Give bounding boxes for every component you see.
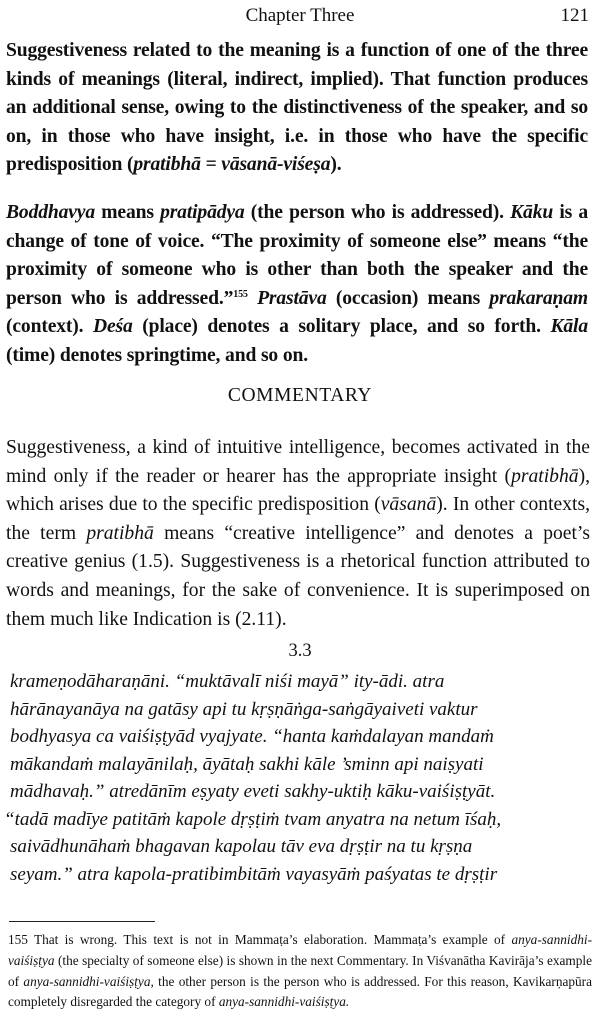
translation-paragraph-1	[6, 37, 588, 180]
text-run: ). In other contexts, the term	[6, 494, 590, 544]
footnote-155	[8, 930, 592, 1013]
running-head	[0, 2, 600, 32]
sanskrit-term: pratibhā	[511, 465, 579, 487]
translation-paragraph-2	[6, 199, 588, 370]
text-run: (time) denotes springtime, and so on.	[6, 344, 308, 366]
text-run: ).	[330, 154, 342, 175]
sanskrit-term: pratibhā = vāsanā-viśeṣa	[133, 154, 331, 175]
verse-line: hārānayanāya na gatāsy api tu kṛṣṇāṅga-saṅgāyaiveti vaktur	[10, 698, 478, 720]
text-run	[248, 288, 257, 309]
text-run: (occasion) means	[326, 287, 490, 309]
verse-line: “tadā madīye patitāṁ kapole dṛṣṭiṁ tvam anyatra na netum īśaḥ,	[4, 808, 502, 830]
sanskrit-term: pratibhā	[86, 522, 154, 544]
footnote-number: 155	[8, 932, 28, 947]
text-run: (the person who is addressed).	[244, 202, 511, 223]
text-run: means	[95, 202, 161, 223]
text-run: That is wrong. This text is not in Mammaṭa’s elaboration. Mammaṭa’s example of	[33, 932, 512, 947]
text-run: the other person is the person who is addressed. For this reason, Kavikarṇapūra completely disregarded the category of	[8, 973, 592, 1010]
sanskrit-term: anya-sannidhi-vaiśiṣṭya	[8, 932, 592, 968]
verse-line: krameṇodāharaṇāni. “muktāvalī niśi mayā” ity-ādi. atra	[10, 671, 445, 692]
text-run: (place) denotes a solitary place, and so forth.	[132, 316, 551, 337]
text-run: is a change of tone of voice. “The proximity of someone else” means “the proximity of someone who is other than both the speaker and the person who is addressed.”	[6, 202, 588, 309]
text-run: means “creative intelligence” and denotes a poet’s creative genius (1.5). Suggestiveness is a rhetorical function attributed to words and meanings, for the sake of convenience. It is superimposed on them much like Indication is (2.11).	[6, 522, 590, 630]
text-run: Suggestiveness, a kind of intuitive intelligence, becomes activated in the mind only if the reader or hearer has the appropriate insight (	[6, 437, 590, 487]
footnote-reference[interactable]: 155	[233, 288, 248, 300]
sanskrit-term: anya-sannidhi-vaiśiṣṭya.	[218, 994, 350, 1010]
verse-line: mādhavaḥ.” atredānīm eṣyaty eveti sakhy-uktiḥ kāku-vaiśiṣṭyāt.	[10, 781, 496, 802]
sanskrit-term: vāsanā	[380, 494, 437, 516]
sanskrit-term: Deśa	[92, 316, 133, 337]
sanskrit-term: prakaraṇam	[489, 287, 589, 309]
sanskrit-term: pratipādya	[160, 202, 245, 223]
text-run: Suggestiveness related to the meaning is a function of one of the three kinds of meanings (literal, indirect, implied). That function produces an additional sense, owing to the distinctiveness of the speaker, and so on, in those who have insight, i.e. in those who have the specific predisposition (	[6, 40, 588, 175]
sanskrit-term: Kāla	[550, 316, 588, 337]
text-run: (context).	[6, 316, 93, 337]
sanskrit-term: Boddhavya	[6, 202, 95, 223]
text-run: ), which arises due to the specific predisposition (	[6, 465, 590, 516]
footnote-divider	[9, 921, 155, 922]
sanskrit-verse-block	[4, 668, 588, 888]
chapter-title: Chapter Three	[245, 5, 355, 26]
commentary-heading: COMMENTARY	[227, 385, 373, 406]
verse-number: 3.3	[288, 641, 312, 661]
commentary-paragraph	[6, 434, 590, 634]
sanskrit-term: Prastāva	[257, 287, 327, 309]
page-number: 121	[560, 5, 589, 26]
verse-line: bodhyasya ca vaiśiṣṭyād vyajyate. “hanta kaṁdalayan mandaṁ	[10, 726, 494, 747]
verse-line: seyam.” atra kapola-pratibimbitāṁ vayasyāṁ paśyatas te dṛṣṭir	[10, 863, 498, 885]
sanskrit-term: Kāku	[510, 202, 554, 223]
verse-line: mākandaṁ malayānilaḥ, āyātaḥ sakhi kāle ’sminn api naiṣyati	[10, 753, 484, 775]
verse-line: saivādhunāhaṁ bhagavan kapolau tāv eva dṛṣṭir na tu kṛṣṇa	[10, 836, 473, 857]
sanskrit-term: anya-sannidhi-vaiśiṣṭya,	[23, 973, 154, 989]
text-run: (the specialty of someone else) is shown in the next Commentary. In Viśvanātha Kavirāja’s example of	[8, 952, 592, 989]
